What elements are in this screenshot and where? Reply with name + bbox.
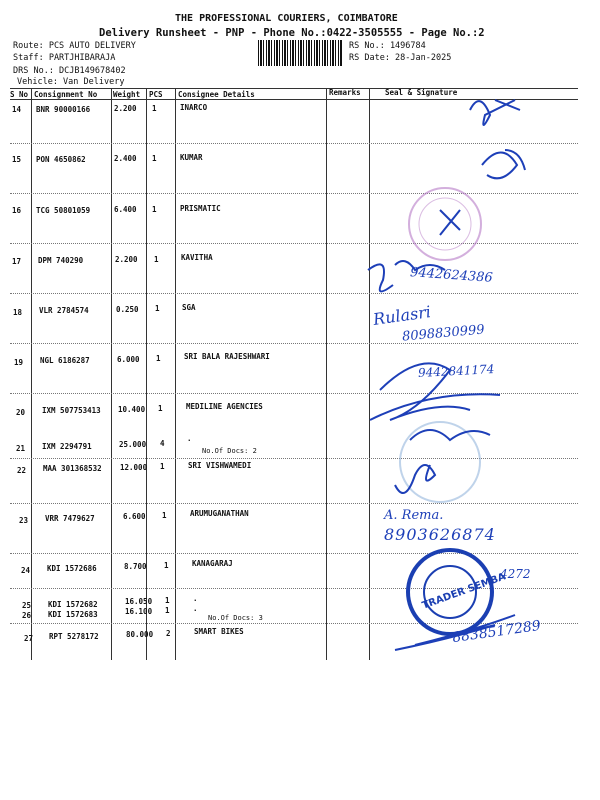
row-consignee: ARUMUGANATHAN [190, 509, 249, 518]
seal-stamp [409, 188, 481, 260]
stamp-text: TRADER SEMBA [420, 571, 508, 612]
seal-stamp [400, 422, 480, 502]
handwritten-phone: 9442841174 [417, 362, 495, 380]
docs-count: No.Of Docs: 3 [208, 614, 263, 622]
row-pcs: 1 [154, 255, 159, 264]
row-pcs: 1 [156, 354, 161, 363]
row-consignment-no: IXM 2294791 [42, 442, 92, 451]
row-consignment-no: IXM 507753413 [42, 406, 101, 415]
col-header-seal: Seal & Signature [385, 88, 458, 97]
route-label: Route: PCS AUTO DELIVERY [13, 41, 136, 51]
handwritten-phone: 8838517289 [451, 617, 542, 647]
row-pcs: 1 [152, 205, 157, 214]
signature-scribble [482, 150, 525, 178]
row-consignee: . [193, 604, 198, 613]
row-weight: 16.100 [125, 607, 153, 616]
row-consignee: KAVITHA [181, 253, 213, 262]
row-sno: 27 [24, 634, 34, 643]
row-pcs: 1 [152, 104, 157, 113]
row-sno: 21 [16, 444, 26, 453]
row-consignment-no: BNR 90000166 [36, 105, 91, 114]
row-consignee: KUMAR [180, 153, 203, 162]
row-weight: 2.200 [115, 255, 138, 264]
row-weight: 6.600 [123, 512, 146, 521]
row-consignee: . [193, 594, 198, 603]
row-pcs: 1 [165, 606, 170, 615]
row-consignment-no: KDI 1572686 [47, 564, 97, 573]
row-pcs: 1 [160, 462, 165, 471]
handwritten-name: Rulasri [371, 302, 433, 329]
row-consignee: MEDILINE AGENCIES [186, 402, 263, 411]
row-pcs: 1 [152, 154, 157, 163]
row-pcs: 2 [166, 629, 171, 638]
row-consignment-no: VLR 2784574 [39, 306, 89, 315]
handwritten-phone: 9442624386 [409, 265, 494, 286]
signature-scribble [470, 100, 520, 125]
col-header-remarks: Remarks [329, 88, 361, 97]
staff-label: Staff: PARTJHIBARAJA [13, 53, 116, 63]
row-sno: 18 [13, 308, 23, 317]
row-sno: 19 [14, 358, 24, 367]
row-consignment-no: MAA 301368532 [43, 464, 102, 473]
row-sno: 17 [12, 257, 22, 266]
row-weight: 25.000 [119, 440, 147, 449]
row-sno: 15 [12, 155, 22, 164]
handwritten-phone: 8903626874 [384, 525, 496, 544]
row-weight: 2.400 [114, 154, 137, 163]
row-consignee: SRI BALA RAJESHWARI [184, 352, 270, 361]
col-header-consignment: Consignment No [34, 90, 98, 99]
vehicle-label: Vehicle: Van Delivery [17, 77, 125, 87]
row-consignee: . [187, 434, 192, 443]
row-sno: 22 [17, 466, 27, 475]
row-weight: 8.700 [124, 562, 147, 571]
col-header-consignee: Consignee Details [178, 90, 255, 99]
row-pcs: 1 [165, 596, 170, 605]
handwritten-note: 4272 [500, 567, 531, 581]
row-consignee: INARCO [180, 103, 208, 112]
seal-stamp [419, 198, 471, 250]
row-consignee: SMART BIKES [194, 627, 244, 636]
row-consignment-no: VRR 7479627 [45, 514, 95, 523]
company-title: THE PROFESSIONAL COURIERS, COIMBATORE [175, 13, 398, 24]
row-consignee: SRI VISHWAMEDI [188, 461, 252, 470]
col-header-weight: Weight [113, 90, 141, 99]
row-pcs: 4 [160, 439, 165, 448]
row-consignment-no: NGL 6186287 [40, 356, 90, 365]
row-consignment-no: TCG 50801059 [36, 206, 91, 215]
row-sno: 26 [22, 611, 32, 620]
row-weight: 6.000 [117, 355, 140, 364]
docs-count: No.Of Docs: 2 [202, 447, 257, 455]
row-sno: 25 [22, 601, 32, 610]
row-consignee: KANAGARAJ [192, 559, 233, 568]
drs-number: DRS No.: DCJB149678402 [13, 66, 126, 76]
row-consignment-no: RPT 5278172 [49, 632, 99, 641]
row-weight: 6.400 [114, 205, 137, 214]
signature-scribble [370, 394, 500, 440]
row-pcs: 1 [155, 304, 160, 313]
row-consignee: SGA [182, 303, 196, 312]
handwritten-name: A. Rema. [384, 508, 444, 523]
row-pcs: 1 [162, 511, 167, 520]
row-consignment-no: PON 4650862 [36, 155, 86, 164]
runsheet-subtitle: Delivery Runsheet - PNP - Phone No.:0422-3505555 - Page No.:2 [99, 27, 485, 39]
signature-scribble [440, 210, 460, 235]
row-consignment-no: KDI 1572683 [48, 610, 98, 619]
row-weight: 80.000 [126, 630, 154, 639]
row-weight: 10.400 [118, 405, 146, 414]
rs-number: RS No.: 1496784 [349, 41, 426, 51]
row-pcs: 1 [164, 561, 169, 570]
col-header-pcs: PCS [149, 90, 163, 99]
row-weight: 2.200 [114, 104, 137, 113]
row-sno: 16 [12, 206, 22, 215]
row-sno: 24 [21, 566, 31, 575]
row-pcs: 1 [158, 404, 163, 413]
rs-date: RS Date: 28-Jan-2025 [349, 53, 452, 63]
row-consignee: PRISMATIC [180, 204, 221, 213]
handwritten-phone: 8098830999 [401, 322, 486, 345]
row-sno: 14 [12, 105, 22, 114]
row-weight: 0.250 [116, 305, 139, 314]
row-sno: 20 [16, 408, 26, 417]
row-weight: 12.000 [120, 463, 148, 472]
row-weight: 16.050 [125, 597, 153, 606]
row-consignment-no: KDI 1572682 [48, 600, 98, 609]
row-sno: 23 [19, 516, 29, 525]
col-header-sno: S No [10, 90, 29, 99]
row-consignment-no: DPM 740290 [38, 256, 84, 265]
